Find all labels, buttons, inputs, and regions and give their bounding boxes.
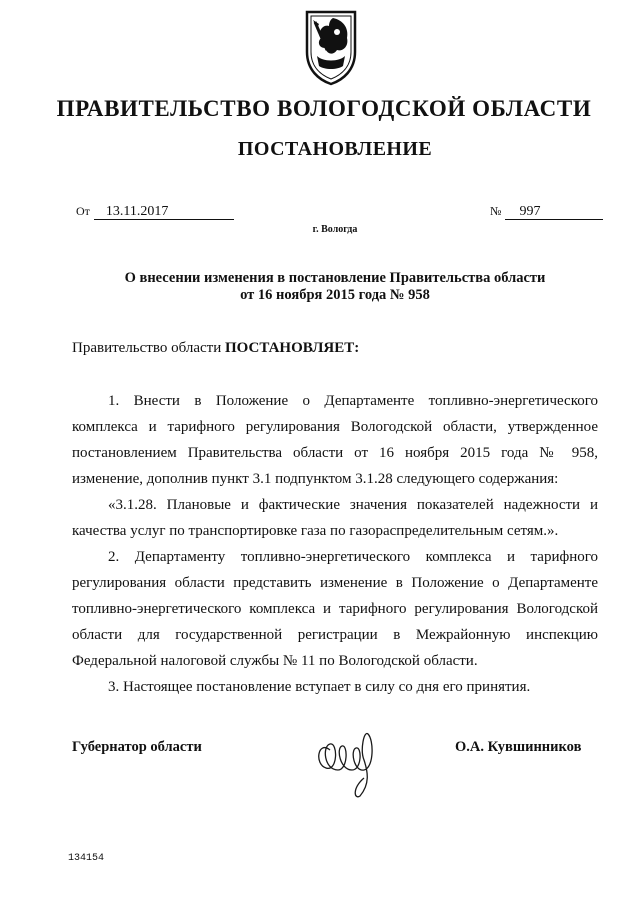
organization-title: ПРАВИТЕЛЬСТВО ВОЛОГОДСКОЙ ОБЛАСТИ bbox=[56, 96, 592, 121]
signer-position: Губернатор области bbox=[72, 739, 202, 755]
intro-decree-word: ПОСТАНОВЛЯЕТ: bbox=[224, 340, 360, 356]
document-date: 13.11.2017 bbox=[94, 204, 234, 220]
document-number-row bbox=[490, 204, 603, 220]
document-code: 134154 bbox=[68, 853, 105, 864]
document-type: ПОСТАНОВЛЕНИЕ bbox=[237, 138, 433, 160]
document-date-row bbox=[76, 204, 234, 220]
intro-line bbox=[72, 340, 359, 357]
coat-of-arms-icon bbox=[303, 8, 359, 86]
document-title bbox=[60, 270, 610, 304]
paragraph-2: 2. Департаменту топливно-энергетического комплекса и тарифного регулирования области представить изменение в Положение о Департаменте топливно-энергетического комплекса и тарифного регулирования Вологодской области для государственной регистрации в Межрайонную инспекцию Федеральной налоговой службы № 11 по Вологодской области. bbox=[72, 549, 598, 669]
city-label: г. Вологда bbox=[312, 224, 358, 235]
paragraph-1: 1. Внести в Положение о Департаменте топливно-энергетического комплекса и тарифного регулирования Вологодской области, утвержденное постановлением Правительства области от 16 ноября 2015 года № 958, изменение, дополнив пункт 3.1 подпунктом 3.1.28 следующего содержания: bbox=[72, 393, 598, 487]
paragraph-3: 3. Настоящее постановление вступает в силу со дня его принятия. bbox=[108, 679, 531, 695]
title-line-1: О внесении изменения в постановление Правительства области bbox=[124, 270, 546, 286]
paragraph-quote: «3.1.28. Плановые и фактические значения показателей надежности и качества услуг по транспортировке газа по газораспределительным сетям.». bbox=[72, 497, 598, 539]
intro-text: Правительство области bbox=[72, 340, 225, 356]
handwritten-signature bbox=[308, 720, 390, 800]
document-body bbox=[72, 388, 598, 700]
document-number: 997 bbox=[505, 204, 603, 220]
signer-name: О.А. Кувшинников bbox=[455, 739, 582, 755]
date-prefix: От bbox=[76, 204, 90, 218]
title-line-2: от 16 ноября 2015 года № 958 bbox=[240, 287, 430, 303]
number-prefix: № bbox=[490, 204, 502, 218]
